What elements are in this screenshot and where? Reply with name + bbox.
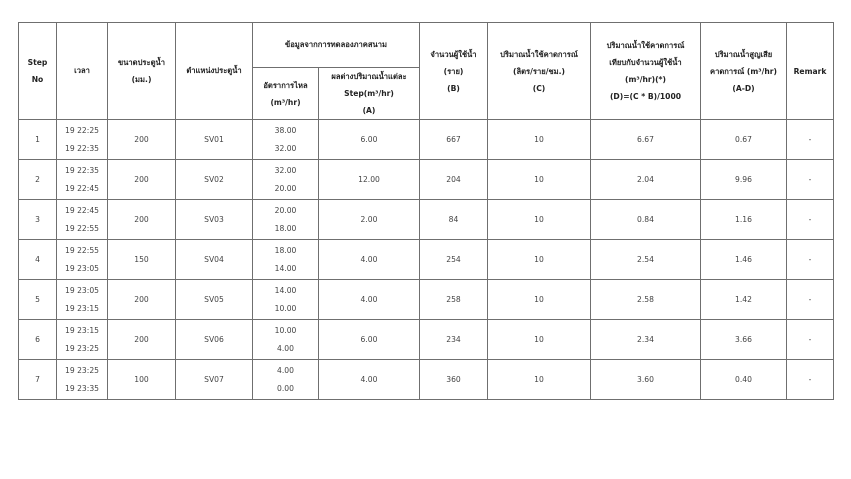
cell-step: 6 bbox=[19, 320, 57, 360]
cell-pipe-size: 100 bbox=[108, 360, 176, 400]
cell-expected-total: 2.04 bbox=[591, 160, 701, 200]
cell-flow-diff: 12.00 bbox=[319, 160, 420, 200]
header-pipe-size-line1: ขนาดประตูน้ำ bbox=[118, 58, 165, 67]
cell-remark: - bbox=[787, 160, 834, 200]
cell-remark: - bbox=[787, 240, 834, 280]
cell-expected-use: 10 bbox=[488, 160, 591, 200]
cell-flow-diff: 6.00 bbox=[319, 120, 420, 160]
table-row bbox=[19, 200, 834, 240]
cell-expected-total: 2.34 bbox=[591, 320, 701, 360]
header-pipe-size-line2: (มม.) bbox=[131, 75, 152, 84]
cell-valve: SV02 bbox=[176, 160, 253, 200]
cell-expected-total: 6.67 bbox=[591, 120, 701, 160]
header-users-line2: (ราย) bbox=[443, 66, 464, 76]
cell-expected-loss: 1.42 bbox=[701, 280, 787, 320]
header-expected-total-line2: เทียบกับจำนวนผู้ใช้น้ำ bbox=[609, 58, 682, 67]
cell-flow-rate bbox=[253, 320, 319, 360]
cell-expected-total: 3.60 bbox=[591, 360, 701, 400]
cell-step: 3 bbox=[19, 200, 57, 240]
cell-time-end: 19 23:25 bbox=[65, 343, 99, 353]
cell-valve: SV01 bbox=[176, 120, 253, 160]
cell-time-start: 19 23:25 bbox=[65, 365, 99, 375]
cell-flow-end: 18.00 bbox=[274, 223, 297, 233]
header-expected-total-line1: ปริมาณน้ำใช้คาดการณ์ bbox=[606, 41, 685, 50]
header-step-line1: Step bbox=[27, 58, 48, 67]
cell-expected-loss: 0.67 bbox=[701, 120, 787, 160]
cell-time bbox=[57, 360, 108, 400]
cell-flow-diff: 2.00 bbox=[319, 200, 420, 240]
header-flow-rate bbox=[253, 68, 319, 120]
header-flow-diff-line1: ผลต่างปริมาณน้ำแต่ละ bbox=[331, 72, 407, 81]
header-pipe-size bbox=[108, 23, 176, 120]
cell-flow-rate bbox=[253, 160, 319, 200]
cell-users: 84 bbox=[420, 200, 488, 240]
table-row bbox=[19, 280, 834, 320]
header-expected-loss bbox=[701, 23, 787, 120]
cell-expected-use: 10 bbox=[488, 360, 591, 400]
cell-flow-end: 20.00 bbox=[274, 183, 297, 193]
cell-flow-start: 10.00 bbox=[274, 325, 297, 335]
header-remark bbox=[787, 23, 834, 120]
table-row bbox=[19, 120, 834, 160]
cell-expected-loss: 9.96 bbox=[701, 160, 787, 200]
cell-remark: - bbox=[787, 200, 834, 240]
cell-expected-loss: 1.16 bbox=[701, 200, 787, 240]
cell-expected-use: 10 bbox=[488, 240, 591, 280]
cell-flow-diff: 4.00 bbox=[319, 280, 420, 320]
cell-time bbox=[57, 160, 108, 200]
cell-time-end: 19 22:35 bbox=[65, 143, 99, 153]
cell-time-start: 19 22:45 bbox=[65, 205, 99, 215]
header-time-label: เวลา bbox=[74, 66, 90, 75]
header-flow-rate-line2: (m³/hr) bbox=[270, 97, 301, 107]
cell-time bbox=[57, 200, 108, 240]
header-flow-diff-line2: Step(m³/hr) bbox=[344, 89, 394, 98]
cell-step: 7 bbox=[19, 360, 57, 400]
header-time bbox=[57, 23, 108, 120]
header-remark-label: Remark bbox=[793, 66, 827, 76]
cell-expected-total: 2.58 bbox=[591, 280, 701, 320]
header-expected-total bbox=[591, 23, 701, 120]
cell-flow-start: 32.00 bbox=[274, 165, 297, 175]
cell-flow-end: 0.00 bbox=[277, 383, 294, 393]
cell-flow-start: 4.00 bbox=[277, 365, 294, 375]
cell-users: 667 bbox=[420, 120, 488, 160]
cell-time bbox=[57, 240, 108, 280]
cell-time-start: 19 23:15 bbox=[65, 325, 99, 335]
header-valve-position bbox=[176, 23, 253, 120]
cell-flow-end: 4.00 bbox=[277, 343, 294, 353]
header-expected-loss-line3: (A-D) bbox=[732, 83, 755, 93]
cell-time-start: 19 23:05 bbox=[65, 285, 99, 295]
cell-users: 234 bbox=[420, 320, 488, 360]
cell-flow-end: 32.00 bbox=[274, 143, 297, 153]
cell-time-end: 19 23:15 bbox=[65, 303, 99, 313]
cell-expected-loss: 0.40 bbox=[701, 360, 787, 400]
cell-flow-start: 38.00 bbox=[274, 125, 297, 135]
cell-flow-end: 10.00 bbox=[274, 303, 297, 313]
cell-flow-rate bbox=[253, 200, 319, 240]
header-expected-use-line1: ปริมาณน้ำใช้คาดการณ์ bbox=[500, 49, 578, 59]
cell-step: 4 bbox=[19, 240, 57, 280]
cell-expected-total: 2.54 bbox=[591, 240, 701, 280]
cell-time-start: 19 22:35 bbox=[65, 165, 99, 175]
cell-users: 204 bbox=[420, 160, 488, 200]
table-row bbox=[19, 320, 834, 360]
cell-time-end: 19 23:35 bbox=[65, 383, 99, 393]
cell-valve: SV04 bbox=[176, 240, 253, 280]
header-expected-loss-line1: ปริมาณน้ำสูญเสีย bbox=[714, 49, 773, 59]
water-loss-table bbox=[18, 22, 834, 400]
cell-time-start: 19 22:55 bbox=[65, 245, 99, 255]
cell-expected-total: 0.84 bbox=[591, 200, 701, 240]
header-expected-use-line3: (C) bbox=[532, 83, 546, 93]
cell-expected-use: 10 bbox=[488, 120, 591, 160]
cell-time-start: 19 22:25 bbox=[65, 125, 99, 135]
header-users-line3: (B) bbox=[447, 83, 460, 93]
cell-time-end: 19 22:55 bbox=[65, 223, 99, 233]
cell-pipe-size: 200 bbox=[108, 320, 176, 360]
cell-valve: SV05 bbox=[176, 280, 253, 320]
cell-time-end: 19 23:05 bbox=[65, 263, 99, 273]
cell-flow-rate bbox=[253, 360, 319, 400]
table-row bbox=[19, 360, 834, 400]
header-expected-loss-line2: คาดการณ์ (m³/hr) bbox=[709, 66, 777, 76]
cell-users: 360 bbox=[420, 360, 488, 400]
cell-remark: - bbox=[787, 280, 834, 320]
cell-remark: - bbox=[787, 120, 834, 160]
header-expected-use-line2: (ลิตร/ราย/ชม.) bbox=[513, 66, 565, 76]
cell-flow-start: 14.00 bbox=[274, 285, 297, 295]
header-field-group-label: ข้อมูลจากการทดลองภาคสนาม bbox=[285, 40, 387, 49]
cell-pipe-size: 200 bbox=[108, 200, 176, 240]
cell-time bbox=[57, 120, 108, 160]
cell-expected-loss: 3.66 bbox=[701, 320, 787, 360]
cell-flow-start: 20.00 bbox=[274, 205, 297, 215]
cell-flow-rate bbox=[253, 280, 319, 320]
cell-expected-use: 10 bbox=[488, 320, 591, 360]
cell-step: 5 bbox=[19, 280, 57, 320]
cell-valve: SV06 bbox=[176, 320, 253, 360]
cell-users: 254 bbox=[420, 240, 488, 280]
cell-remark: - bbox=[787, 360, 834, 400]
cell-flow-diff: 4.00 bbox=[319, 360, 420, 400]
cell-users: 258 bbox=[420, 280, 488, 320]
cell-valve: SV03 bbox=[176, 200, 253, 240]
header-flow-rate-line1: อัตราการไหล bbox=[263, 80, 308, 90]
cell-flow-diff: 4.00 bbox=[319, 240, 420, 280]
header-flow-diff bbox=[319, 68, 420, 120]
header-valve-position-label: ตำแหน่งประตูน้ำ bbox=[186, 66, 242, 75]
header-step bbox=[19, 23, 57, 120]
header-expected-total-line4: (D)=(C * B)/1000 bbox=[609, 92, 682, 101]
cell-pipe-size: 200 bbox=[108, 120, 176, 160]
cell-time bbox=[57, 320, 108, 360]
cell-flow-diff: 6.00 bbox=[319, 320, 420, 360]
cell-step: 1 bbox=[19, 120, 57, 160]
table-row bbox=[19, 240, 834, 280]
cell-step: 2 bbox=[19, 160, 57, 200]
cell-flow-rate bbox=[253, 240, 319, 280]
cell-pipe-size: 150 bbox=[108, 240, 176, 280]
table-body bbox=[19, 120, 834, 400]
table-header bbox=[19, 23, 834, 120]
table-row bbox=[19, 160, 834, 200]
cell-time bbox=[57, 280, 108, 320]
cell-pipe-size: 200 bbox=[108, 280, 176, 320]
cell-valve: SV07 bbox=[176, 360, 253, 400]
cell-flow-start: 18.00 bbox=[274, 245, 297, 255]
header-field-group bbox=[253, 23, 420, 68]
header-expected-total-line3: (m³/hr)(*) bbox=[624, 75, 667, 84]
cell-pipe-size: 200 bbox=[108, 160, 176, 200]
cell-expected-use: 10 bbox=[488, 200, 591, 240]
cell-remark: - bbox=[787, 320, 834, 360]
cell-flow-rate bbox=[253, 120, 319, 160]
header-expected-use bbox=[488, 23, 591, 120]
header-flow-diff-line3: (A) bbox=[362, 106, 376, 115]
cell-expected-use: 10 bbox=[488, 280, 591, 320]
header-users bbox=[420, 23, 488, 120]
cell-flow-end: 14.00 bbox=[274, 263, 297, 273]
cell-time-end: 19 22:45 bbox=[65, 183, 99, 193]
cell-expected-loss: 1.46 bbox=[701, 240, 787, 280]
header-step-line2: No bbox=[31, 75, 44, 84]
header-users-line1: จำนวนผู้ใช้น้ำ bbox=[430, 49, 477, 59]
